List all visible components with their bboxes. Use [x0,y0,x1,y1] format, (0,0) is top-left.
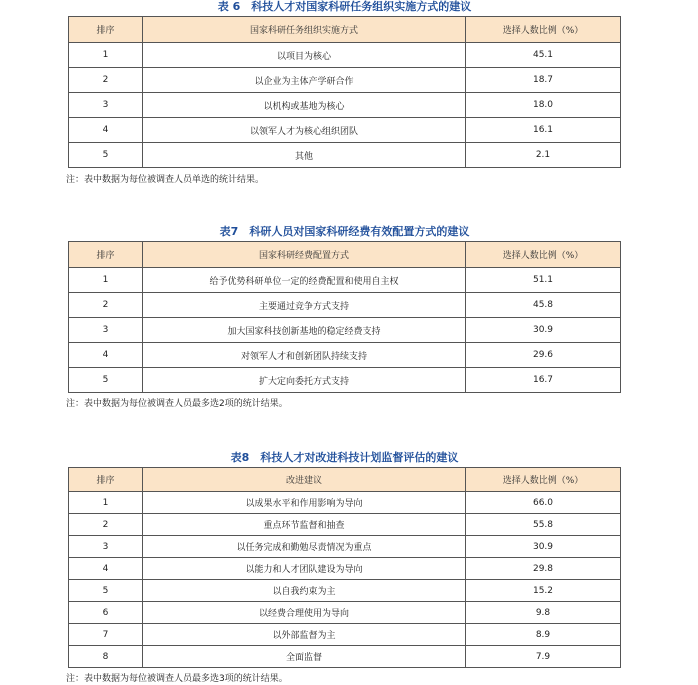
percent-cell: 7.9 [466,646,621,668]
table-row [69,343,621,368]
percent-cell: 45.1 [466,43,621,68]
table-row [69,624,621,646]
table-row [69,602,621,624]
column-header: 选择人数比例（%） [466,17,621,43]
percent-cell: 30.9 [466,318,621,343]
percent-cell: 18.7 [466,68,621,93]
table-row [69,492,621,514]
rank-cell: 3 [69,318,143,343]
table-row [69,43,621,68]
percent-cell: 30.9 [466,536,621,558]
rank-cell: 5 [69,143,143,168]
header-row [69,468,621,492]
percent-cell: 29.6 [466,343,621,368]
table-row [69,268,621,293]
rank-cell: 2 [69,68,143,93]
option-cell: 扩大定向委托方式支持 [143,368,466,393]
table-note: 注：表中数据为每位被调查人员最多选3项的统计结果。 [66,674,288,684]
column-header: 改进建议 [143,468,466,492]
rank-cell: 3 [69,93,143,118]
option-cell: 以项目为核心 [143,43,466,68]
table-row [69,514,621,536]
percent-cell: 16.7 [466,368,621,393]
rank-cell: 6 [69,602,143,624]
option-cell: 以机构或基地为核心 [143,93,466,118]
percent-cell: 18.0 [466,93,621,118]
option-cell: 以经费合理使用为导向 [143,602,466,624]
rank-cell: 7 [69,624,143,646]
rank-cell: 5 [69,368,143,393]
rank-cell: 5 [69,580,143,602]
percent-cell: 51.1 [466,268,621,293]
table-row [69,558,621,580]
percent-cell: 15.2 [466,580,621,602]
table-row [69,143,621,168]
table-title: 表7 科研人员对国家科研经费有效配置方式的建议 [219,225,470,238]
percent-cell: 2.1 [466,143,621,168]
table-7-block [68,225,621,410]
column-header: 排序 [69,242,143,268]
header-row [69,17,621,43]
rank-cell: 2 [69,293,143,318]
option-cell: 全面监督 [143,646,466,668]
option-cell: 对领军人才和创新团队持续支持 [143,343,466,368]
percent-cell: 45.8 [466,293,621,318]
option-cell: 以能力和人才团队建设为导向 [143,558,466,580]
column-header: 排序 [69,17,143,43]
table-row [69,318,621,343]
rank-cell: 2 [69,514,143,536]
option-cell: 其他 [143,143,466,168]
option-cell: 以自我约束为主 [143,580,466,602]
table-row [69,368,621,393]
rank-cell: 3 [69,536,143,558]
table-row [69,580,621,602]
percent-cell: 16.1 [466,118,621,143]
percent-cell: 55.8 [466,514,621,536]
table-row [69,93,621,118]
percent-cell: 66.0 [466,492,621,514]
rank-cell: 1 [69,268,143,293]
data-table [68,16,621,168]
data-table [68,241,621,393]
rank-cell: 1 [69,492,143,514]
table-8-block [68,451,621,685]
table-note: 注：表中数据为每位被调查人员最多选2项的统计结果。 [66,399,288,409]
header-row [69,242,621,268]
option-cell: 给予优势科研单位一定的经费配置和使用自主权 [143,268,466,293]
table-row [69,646,621,668]
table-title: 表 6 科技人才对国家科研任务组织实施方式的建议 [217,0,472,13]
percent-cell: 9.8 [466,602,621,624]
table-title: 表8 科技人才对改进科技计划监督评估的建议 [230,451,459,464]
column-header: 国家科研任务组织实施方式 [143,17,466,43]
table-row [69,68,621,93]
column-header: 国家科研经费配置方式 [143,242,466,268]
column-header: 排序 [69,468,143,492]
table-6-block [68,0,621,186]
percent-cell: 29.8 [466,558,621,580]
option-cell: 重点环节监督和抽查 [143,514,466,536]
rank-cell: 8 [69,646,143,668]
percent-cell: 8.9 [466,624,621,646]
rank-cell: 1 [69,43,143,68]
column-header: 选择人数比例（%） [466,468,621,492]
option-cell: 加大国家科技创新基地的稳定经费支持 [143,318,466,343]
option-cell: 以任务完成和勤勉尽责情况为重点 [143,536,466,558]
rank-cell: 4 [69,558,143,580]
column-header: 选择人数比例（%） [466,242,621,268]
option-cell: 主要通过竞争方式支持 [143,293,466,318]
table-row [69,293,621,318]
rank-cell: 4 [69,343,143,368]
option-cell: 以成果水平和作用影响为导向 [143,492,466,514]
rank-cell: 4 [69,118,143,143]
table-note: 注：表中数据为每位被调查人员单选的统计结果。 [66,175,265,185]
option-cell: 以外部监督为主 [143,624,466,646]
table-row [69,536,621,558]
option-cell: 以领军人才为核心组织团队 [143,118,466,143]
table-row [69,118,621,143]
data-table [68,467,621,668]
option-cell: 以企业为主体产学研合作 [143,68,466,93]
